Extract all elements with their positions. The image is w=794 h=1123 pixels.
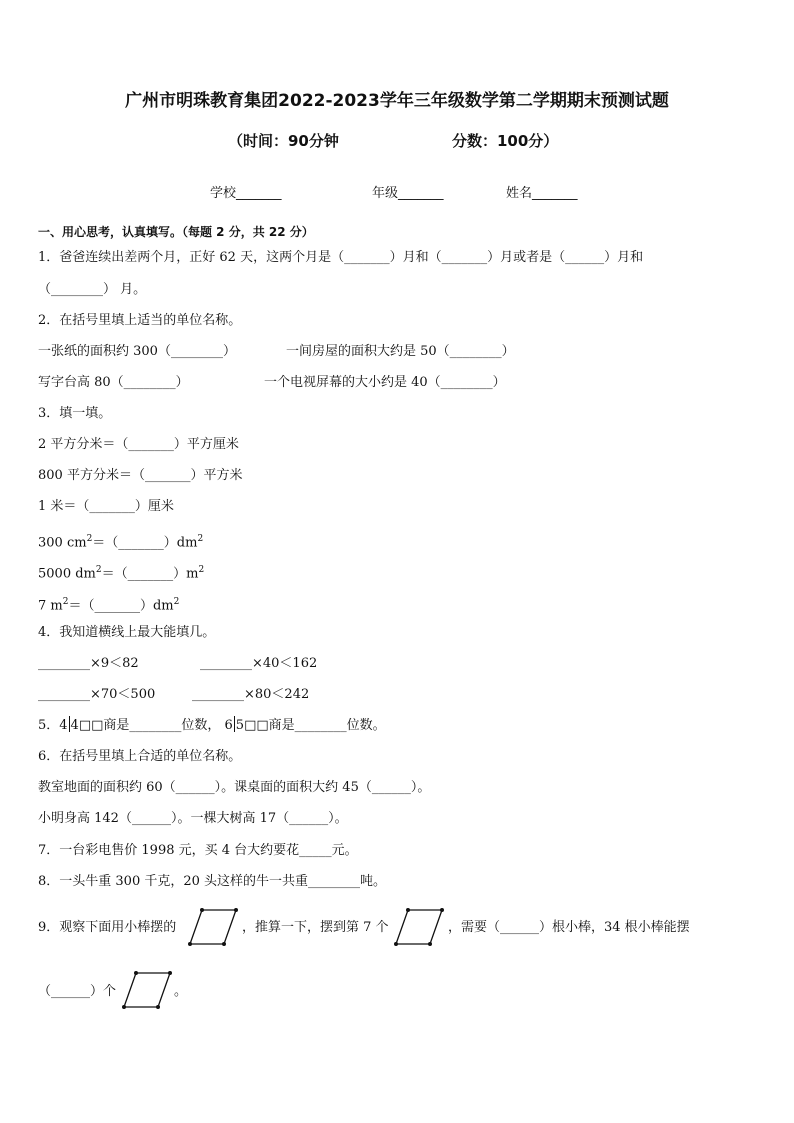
q3-d <box>38 529 203 553</box>
parallelogram-stick-figure-icon <box>120 969 174 1011</box>
q5-part5: ________位数。 <box>294 718 386 733</box>
q5-part1: 5．4 <box>38 718 68 733</box>
division-bracket-icon <box>234 716 235 732</box>
name-field: 姓名_______ <box>506 186 578 201</box>
superscript: 2 <box>86 534 93 544</box>
q2-c: 写字台高 80（________） <box>38 375 189 390</box>
q5-part4: 5□□商是 <box>235 718 295 733</box>
q4-d: ________×80＜242 <box>192 687 310 702</box>
school-field: 学校_______ <box>210 186 282 201</box>
exam-title: 广州市明珠教育集团2022-2023学年三年级数学第二学期期末预测试题 <box>125 91 669 111</box>
superscript: 2 <box>197 534 204 544</box>
q6-a: 教室地面的面积约 60（______）。课桌面的面积大约 45（______）。 <box>38 780 431 795</box>
q3-b: 800 平方分米＝（_______）平方米 <box>38 468 243 483</box>
superscript: 2 <box>198 565 205 575</box>
q1-line1: 1．爸爸连续出差两个月，正好 62 天，这两个月是（_______）月和（_______）月或者是（______）月和 <box>38 250 644 265</box>
q3-f-mid: ＝（_______）dm <box>68 598 174 614</box>
q4-stem: 4．我知道横线上最大能填几。 <box>38 625 216 640</box>
q5-line <box>38 716 386 736</box>
q1-line2: （________） 月。 <box>38 282 147 297</box>
exam-score: 分数：100分） <box>452 132 559 150</box>
q3-d-pre: 300 cm <box>38 535 87 551</box>
q3-a: 2 平方分米＝（_______）平方厘米 <box>38 437 239 452</box>
parallelogram-stick-figure-icon <box>186 906 240 948</box>
q6-b: 小明身高 142（______）。一棵大树高 17（______）。 <box>38 811 348 826</box>
q2-a: 一张纸的面积约 300（________） <box>38 344 236 359</box>
q2-d: 一个电视屏幕的大小约是 40（________） <box>264 375 506 390</box>
superscript: 2 <box>173 597 180 607</box>
q9-part5: 。 <box>174 984 188 999</box>
q3-e <box>38 560 204 584</box>
q4-a: ________×9＜82 <box>38 656 139 671</box>
superscript: 2 <box>62 597 69 607</box>
q2-stem: 2．在括号里填上适当的单位名称。 <box>38 313 242 328</box>
q3-stem: 3．填一填。 <box>38 406 112 421</box>
exam-time: （时间：90分钟 <box>228 132 339 150</box>
q9-part1: 9．观察下面用小棒摆的 <box>38 920 177 935</box>
q3-d-mid: ＝（_______）dm <box>92 535 198 551</box>
grade-field: 年级_______ <box>372 186 444 201</box>
q3-f <box>38 592 179 616</box>
q7-text: 7．一台彩电售价 1998 元，买 4 台大约要花_____元。 <box>38 843 358 858</box>
q6-stem: 6．在括号里填上合适的单位名称。 <box>38 749 242 764</box>
q4-c: ________×70＜500 <box>38 687 156 702</box>
q5-part3: ________位数， 6 <box>129 718 233 733</box>
q2-b: 一间房屋的面积大约是 50（________） <box>286 344 515 359</box>
q3-f-pre: 7 m <box>38 598 63 614</box>
parallelogram-stick-figure-icon <box>392 906 446 948</box>
q3-e-mid: ＝（_______）m <box>101 566 199 582</box>
q4-b: ________×40＜162 <box>200 656 318 671</box>
q9-part3: ，需要（______）根小棒，34 根小棒能摆 <box>448 920 690 935</box>
q3-e-pre: 5000 dm <box>38 566 96 582</box>
division-bracket-icon <box>69 716 70 732</box>
q9-part2: ，推算一下，摆到第 7 个 <box>242 920 389 935</box>
q5-part2: 4□□商是 <box>70 718 130 733</box>
superscript: 2 <box>95 565 102 575</box>
q9-part4: （______）个 <box>38 984 117 999</box>
section-heading: 一、用心思考，认真填写。（每题 2 分，共 22 分） <box>38 225 314 239</box>
q8-text: 8．一头牛重 300 千克，20 头这样的牛一共重________吨。 <box>38 874 387 889</box>
q3-c: 1 米＝（_______）厘米 <box>38 499 174 514</box>
